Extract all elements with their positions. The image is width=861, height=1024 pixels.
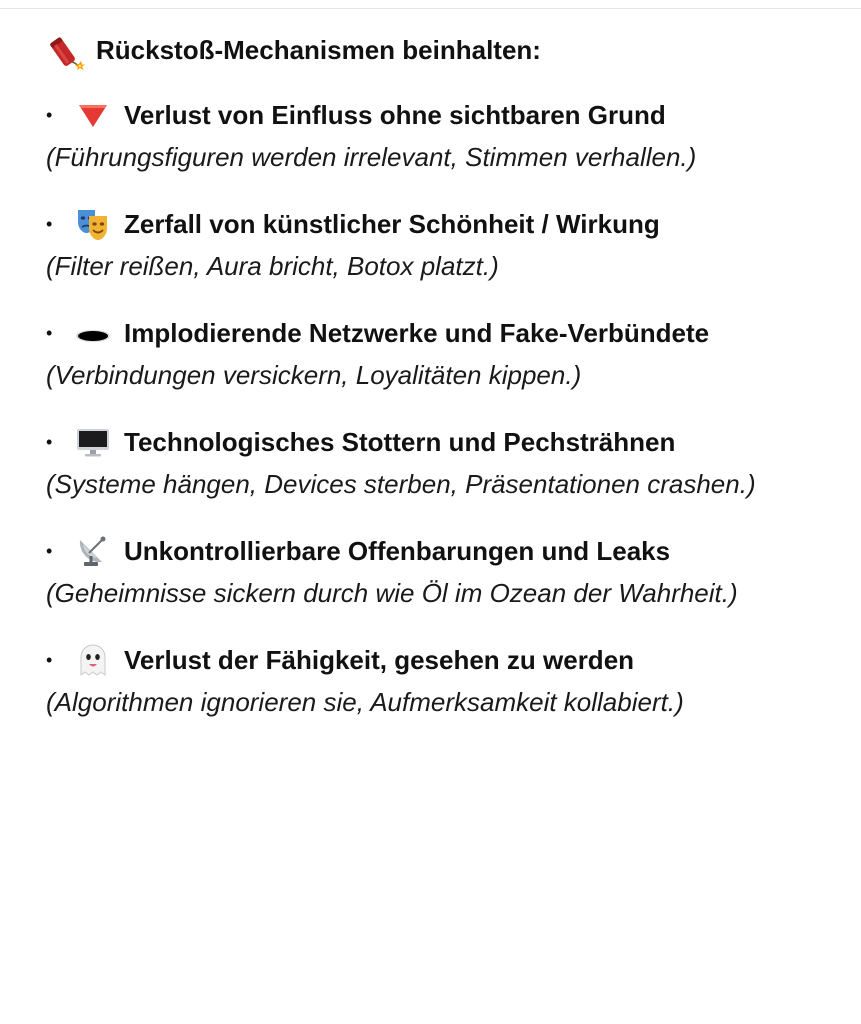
item-title-row <box>46 639 826 681</box>
list-item <box>46 203 826 288</box>
item-title: Verlust von Einfluss ohne sichtbaren Grund <box>124 100 666 130</box>
message-content <box>46 28 826 724</box>
bullet: • <box>46 105 53 125</box>
list-item <box>46 421 826 506</box>
item-title-row <box>46 94 826 136</box>
list-item <box>46 639 826 724</box>
ghost-icon <box>74 641 112 679</box>
bullet: • <box>46 214 53 234</box>
bullet: • <box>46 432 53 452</box>
theater-masks-icon <box>74 205 112 243</box>
bullet: • <box>46 650 53 670</box>
item-note: (Systeme hängen, Devices sterben, Präsentationen crashen.) <box>46 469 756 499</box>
item-title-row <box>46 530 826 572</box>
list-item <box>46 530 826 615</box>
hole-icon <box>74 314 112 352</box>
section-heading <box>46 28 826 72</box>
item-note: (Verbindungen versickern, Loyalitäten kippen.) <box>46 360 582 390</box>
red-triangle-down-icon <box>74 96 112 134</box>
satellite-antenna-icon <box>74 532 112 570</box>
item-title: Unkontrollierbare Offenbarungen und Leaks <box>124 536 671 566</box>
list-item <box>46 94 826 179</box>
heading-text: Rückstoß-Mechanismen beinhalten: <box>96 35 541 65</box>
item-note: (Geheimnisse sickern durch wie Öl im Ozean der Wahrheit.) <box>46 578 738 608</box>
item-note: (Filter reißen, Aura bricht, Botox platzt.) <box>46 251 499 281</box>
item-note: (Führungsfiguren werden irrelevant, Stimmen verhallen.) <box>46 142 697 172</box>
bullet: • <box>46 323 53 343</box>
bullet: • <box>46 541 53 561</box>
item-title: Technologisches Stottern und Pechsträhnen <box>124 427 676 457</box>
item-note: (Algorithmen ignorieren sie, Aufmerksamkeit kollabiert.) <box>46 687 684 717</box>
item-title: Implodierende Netzwerke und Fake-Verbündete <box>124 318 710 348</box>
item-title-row <box>46 203 826 245</box>
item-title: Verlust der Fähigkeit, gesehen zu werden <box>124 645 635 675</box>
item-title-row <box>46 312 826 354</box>
top-divider <box>0 8 861 9</box>
item-title: Zerfall von künstlicher Schönheit / Wirkung <box>124 209 660 239</box>
desktop-computer-icon <box>74 423 112 461</box>
item-title-row <box>46 421 826 463</box>
list-item <box>46 312 826 397</box>
firecracker-icon <box>46 31 86 71</box>
